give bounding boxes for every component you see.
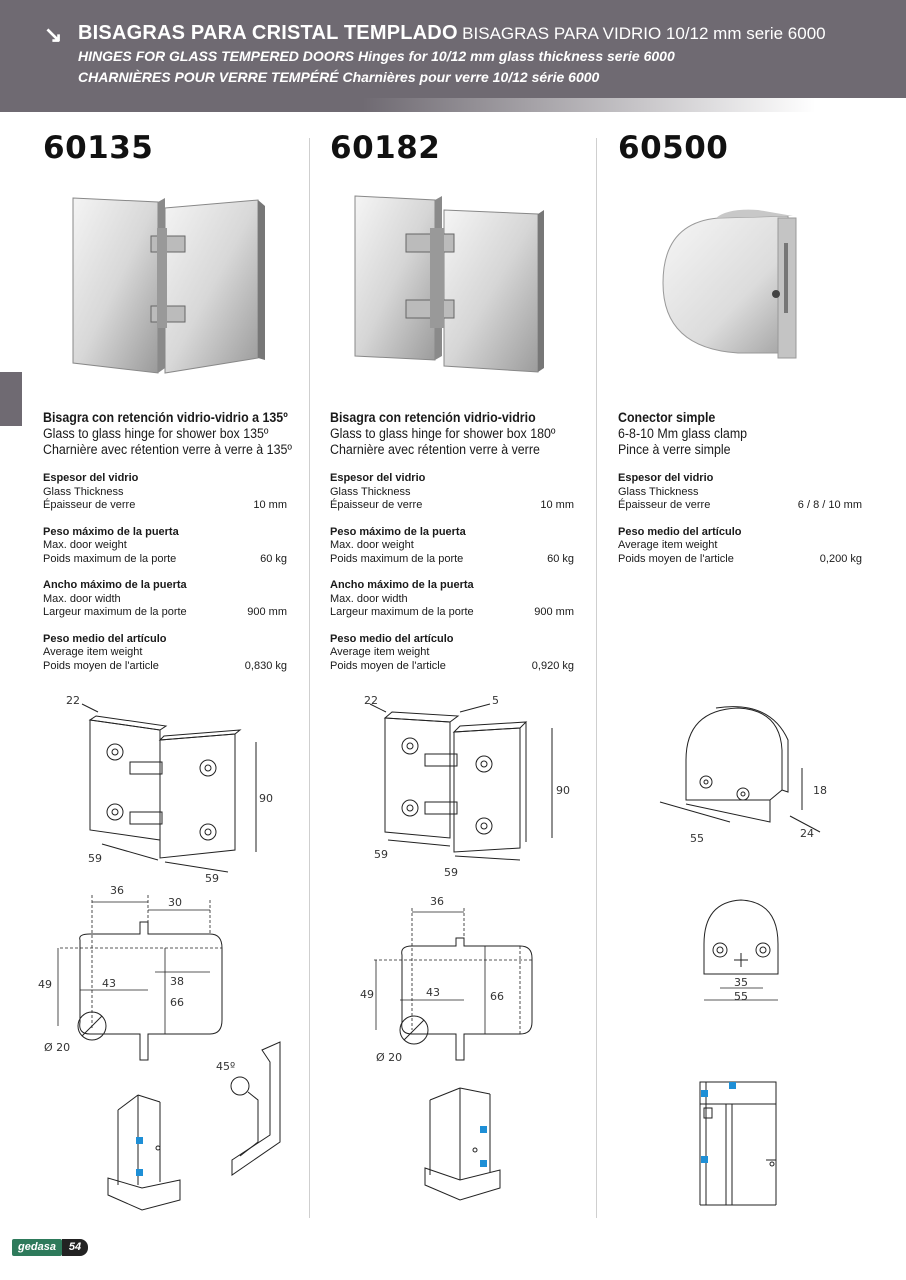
spec-label-es: Peso medio del artículo: [618, 525, 742, 538]
product-description: [43, 410, 303, 458]
spec-label-en: Max. door width: [330, 592, 408, 605]
dim-label: 90: [556, 784, 570, 797]
spec-glass-thickness: [43, 472, 287, 513]
spec-label-es: Espesor del vidrio: [618, 472, 714, 484]
spec-label-en: Glass Thickness: [43, 485, 124, 498]
dim-label: 35: [734, 976, 748, 989]
spec-label-fr: Poids maximum de la porte: [43, 552, 177, 565]
spec-label-es: Peso medio del artículo: [330, 632, 454, 645]
technical-drawing-60135: [30, 690, 300, 1220]
dim-label: 49: [38, 978, 52, 991]
spec-max-door-weight: [330, 526, 574, 567]
spec-label-fr: Poids moyen de l'article: [43, 659, 159, 672]
spec-value: 10 mm: [253, 499, 287, 511]
spec-max-door-width: [330, 579, 574, 620]
spec-label-en: Average item weight: [330, 646, 430, 658]
spec-value: 900 mm: [534, 606, 574, 618]
header-title-strong: BISAGRAS PARA CRISTAL TEMPLADO: [78, 22, 458, 44]
description-es: Conector simple: [618, 410, 716, 425]
header-subtitle-fr: CHARNIÈRES POUR VERRE TEMPÉRÉ Charnières pour verre 10/12 série 6000: [78, 69, 600, 85]
spec-value: 60 kg: [260, 552, 287, 565]
arrow-down-right-icon: ↘: [44, 22, 63, 47]
product-60135: [43, 130, 293, 672]
spec-max-door-weight: [43, 526, 287, 567]
spec-label-fr: Épaisseur de verre: [618, 499, 711, 511]
product-code: 60182: [330, 130, 441, 166]
spec-label-es: Ancho máximo de la puerta: [43, 579, 187, 591]
dim-label: 18: [813, 784, 827, 797]
description-es: Bisagra con retención vidrio-vidrio: [330, 410, 536, 425]
spec-label-fr: Poids moyen de l'article: [330, 659, 446, 672]
dim-label: 59: [374, 848, 388, 861]
spec-label-en: Glass Thickness: [330, 485, 411, 498]
page-number: 54: [62, 1239, 88, 1256]
description-es: Bisagra con retención vidrio-vidrio a 135º: [43, 410, 288, 425]
dim-label: 66: [170, 996, 184, 1009]
spec-value: 0,920 kg: [531, 659, 574, 672]
spec-label-fr: Épaisseur de verre: [330, 499, 423, 511]
description-en: Glass to glass hinge for shower box 180º: [330, 426, 556, 441]
description-fr: Charnière avec rétention verre à verre à 135º: [43, 442, 292, 457]
description-en: 6-8-10 Mm glass clamp: [618, 426, 748, 441]
spec-value: 10 mm: [540, 499, 574, 511]
spec-label-en: Average item weight: [43, 646, 143, 658]
dim-label: 22: [66, 694, 80, 707]
dim-label: 49: [360, 988, 374, 1001]
spec-label-es: Peso máximo de la puerta: [330, 525, 466, 538]
spec-value: 0,830 kg: [244, 659, 287, 672]
column-divider: [309, 138, 310, 1218]
spec-label-es: Ancho máximo de la puerta: [330, 579, 474, 591]
spec-average-weight: [330, 633, 574, 674]
dim-label: 59: [205, 872, 219, 885]
spec-label-es: Espesor del vidrio: [330, 472, 426, 484]
dim-label: 24: [800, 827, 814, 840]
product-photo-glass-clamp: [618, 188, 868, 378]
spec-max-door-width: [43, 579, 287, 620]
dim-label: 43: [426, 986, 440, 999]
header-subtitle-en: HINGES FOR GLASS TEMPERED DOORS Hinges for 10/12 mm glass thickness serie 6000: [78, 48, 675, 64]
spec-label-es: Peso medio del artículo: [43, 632, 167, 645]
spec-label-en: Max. door weight: [43, 539, 127, 551]
spec-label-en: Max. door weight: [330, 539, 414, 551]
dim-label: 38: [170, 975, 184, 988]
dim-label: 36: [110, 884, 124, 897]
dim-label: Ø 20: [44, 1041, 71, 1054]
dim-label: 59: [88, 852, 102, 865]
spec-list: [618, 472, 862, 579]
dim-label: 36: [430, 895, 444, 908]
spec-glass-thickness: [618, 472, 862, 513]
dim-label: Ø 20: [376, 1051, 403, 1064]
dim-label: 90: [259, 792, 273, 805]
side-tab: [0, 372, 22, 426]
dim-label: 59: [444, 866, 458, 879]
product-description: [618, 410, 878, 458]
spec-average-weight: [43, 633, 287, 674]
spec-label-fr: Poids moyen de l'article: [618, 552, 734, 565]
spec-label-en: Average item weight: [618, 539, 718, 551]
spec-value: 0,200 kg: [819, 552, 862, 565]
dim-label: 22: [364, 694, 378, 707]
dim-label: 43: [102, 977, 116, 990]
spec-average-weight: [618, 526, 862, 567]
dim-label: 30: [168, 896, 182, 909]
spec-list: [43, 472, 287, 686]
spec-list: [330, 472, 574, 686]
spec-value: 60 kg: [547, 552, 574, 565]
header-banner: [0, 0, 906, 112]
spec-label-fr: Épaisseur de verre: [43, 499, 136, 511]
spec-label-fr: Largeur maximum de la porte: [330, 606, 474, 618]
header-title-light: BISAGRAS PARA VIDRIO 10/12 mm serie 6000: [462, 24, 826, 43]
product-photo-hinge-135: [43, 188, 293, 378]
spec-label-fr: Poids maximum de la porte: [330, 552, 464, 565]
dim-label: 45º: [216, 1060, 236, 1073]
spec-value: 900 mm: [247, 606, 287, 618]
spec-label-en: Glass Thickness: [618, 485, 699, 498]
description-en: Glass to glass hinge for shower box 135º: [43, 426, 269, 441]
header-fade: [0, 98, 906, 112]
product-code: 60135: [43, 130, 154, 166]
product-description: [330, 410, 590, 458]
technical-drawing-60182: [330, 690, 590, 1220]
dim-label: 5: [492, 694, 499, 707]
description-fr: Charnière avec rétention verre à verre: [330, 442, 540, 457]
product-photo-hinge-180: [330, 188, 580, 378]
spec-label-fr: Largeur maximum de la porte: [43, 606, 187, 618]
technical-drawing-60500: [630, 690, 880, 1220]
spec-label-es: Peso máximo de la puerta: [43, 525, 179, 538]
spec-glass-thickness: [330, 472, 574, 513]
spec-label-en: Max. door width: [43, 592, 121, 605]
dim-label: 55: [690, 832, 704, 845]
product-code: 60500: [618, 130, 729, 166]
header-title: [78, 22, 826, 45]
dim-label: 66: [490, 990, 504, 1003]
column-divider: [596, 138, 597, 1218]
description-fr: Pince à verre simple: [618, 442, 731, 457]
dim-label: 55: [734, 990, 748, 1003]
spec-value: 6 / 8 / 10 mm: [797, 499, 862, 511]
brand-logo: gedasa: [12, 1239, 62, 1256]
product-60500: [618, 130, 868, 565]
product-60182: [330, 130, 580, 672]
spec-label-es: Espesor del vidrio: [43, 472, 139, 484]
